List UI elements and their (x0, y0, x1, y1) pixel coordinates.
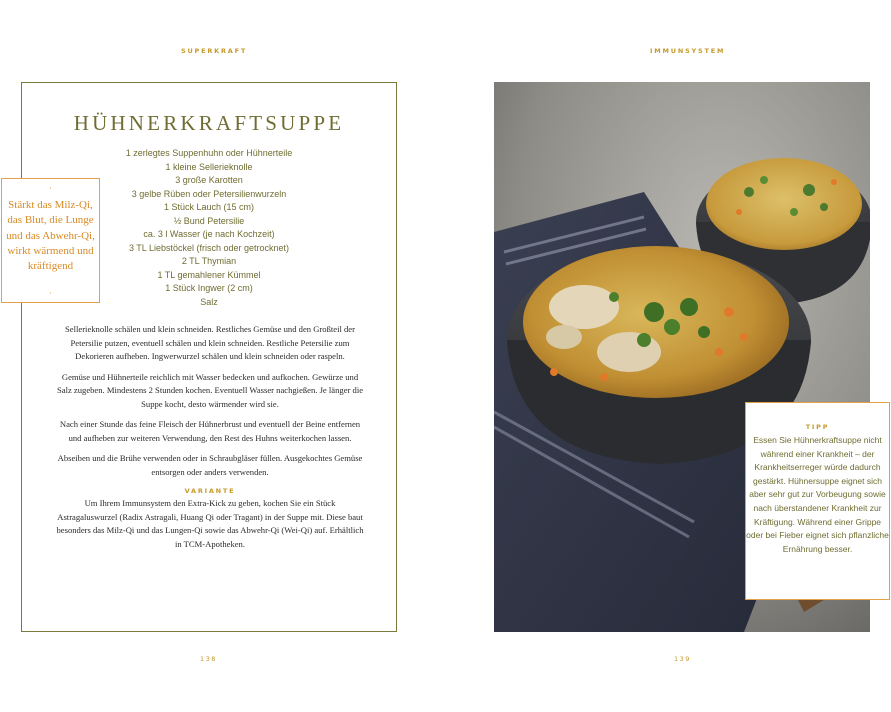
callout-text: Stärkt das Milz-Qi, das Blut, die Lunge und das Abwehr-Qi, wirkt wärmend und kräftigend (6, 199, 95, 273)
ingredient-item: ca. 3 l Wasser (je nach Kochzeit) (143, 229, 275, 239)
tip-box (745, 402, 890, 600)
callout-dot-bottom: · (49, 289, 52, 298)
callout-dot-top: · (49, 184, 52, 193)
ingredient-item: 1 Stück Lauch (15 cm) (163, 202, 255, 212)
instruction-step: Abseiben und die Brühe verwenden oder in Schraubgläser füllen. Ausgekochtes Gemüse entsorgen oder anders verwenden. (57, 453, 363, 477)
tip-text: Essen Sie Hühnerkraftsuppe nicht während einer Krankheit – der Krankheitserreger würde dadurch gestärkt. Hühnersuppe eignet sich aber sehr gut zur Vorbeugung sowie nach überstandener Krankheit zur Kräftigung. Während einer Grippe oder bei Fieber eignet sich pflanzliche Ernährung besser. (746, 435, 889, 554)
ingredient-item: 1 zerlegtes Suppenhuhn oder Hühnerteile (125, 148, 293, 158)
variant-text: Um Ihrem Immunsystem den Extra-Kick zu geben, kochen Sie ein Stück Astragaluswurzel (Radix Astragali, Huang Qi oder Tragant) in der Suppe mit. Diese baut besonders das Milz-Qi und das Lungen-Qi sowie das Abwehr-Qi (Wei-Qi) auf. Erhältlich in TCM-Apotheken. (56, 498, 364, 549)
running-head-right: IMMUNSYSTEM (650, 47, 726, 55)
variant-label: VARIANTE (184, 487, 236, 495)
ingredient-item: 1 kleine Sellerieknolle (165, 161, 253, 172)
ingredient-item: ½ Bund Petersilie (173, 215, 245, 226)
ingredient-item: 3 TL Liebstöckel (frisch oder getrocknet) (128, 242, 290, 253)
ingredient-item: 1 Stück Ingwer (2 cm) (165, 283, 253, 293)
ingredient-item: 2 TL Thymian (181, 256, 237, 266)
recipe-box (21, 82, 397, 632)
running-head-left: SUPERKRAFT (181, 47, 248, 55)
ingredient-item: 3 große Karotten (175, 175, 243, 185)
recipe-instructions (56, 323, 364, 558)
tip-label: TIPP (805, 423, 830, 431)
page-number-right: 139 (674, 655, 691, 663)
ingredient-item: 1 TL gemahlener Kümmel (157, 269, 261, 280)
instruction-step: Nach einer Stunde das feine Fleisch der Hühnerbrust und eventuell der Beine entfernen und aufheben zur weiteren Verwendung, den Rest des Huhns weiterkochen lassen. (59, 419, 361, 443)
instruction-step: Gemüse und Hühnerteile reichlich mit Wasser bedecken und aufkochen. Gewürze und Salz zugeben. Mindestens 2 Stunden kochen. Eventuell Wasser nachgießen. Je länger die Suppe kocht, desto wärmender wird sie. (56, 371, 364, 409)
recipe-title: HÜHNERKRAFTSUPPE (73, 111, 345, 135)
ingredient-item: Salz (200, 296, 218, 307)
ingredient-item: 3 gelbe Rüben oder Petersilienwurzeln (131, 188, 287, 199)
page-number-left: 138 (200, 655, 217, 663)
benefit-callout (1, 178, 100, 303)
instruction-step: Sellerieknolle schälen und klein schneiden. Restliches Gemüse und den Großteil der Petersilie putzen, eventuell schälen und klein schneiden. Restliche Petersilie zum Dekorieren aufheben. Ingwerwurzel schälen und klein schneiden oder raspeln. (65, 324, 355, 361)
